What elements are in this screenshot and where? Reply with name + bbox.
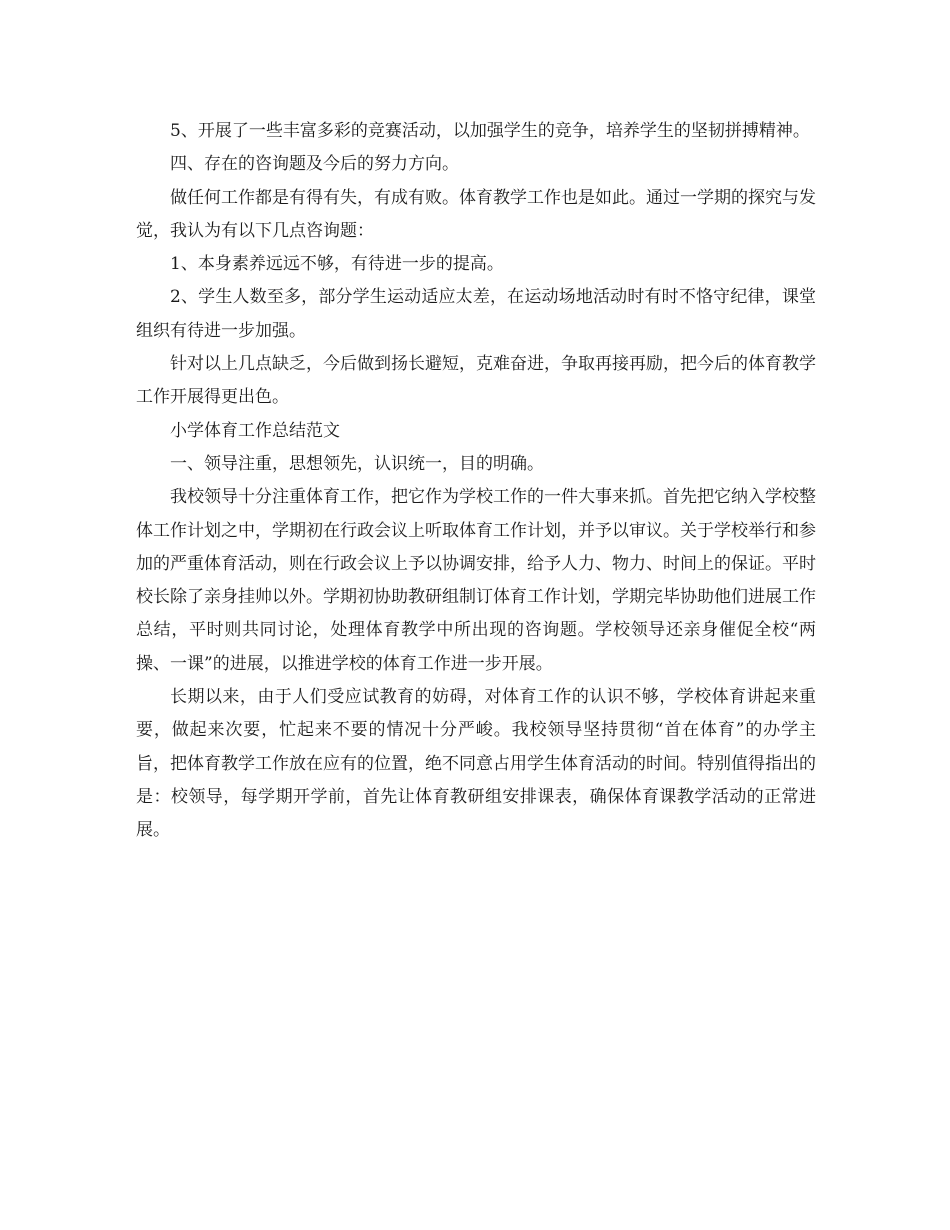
heading-problems-and-direction: 四、存在的咨询题及今后的努力方向。 — [170, 154, 459, 175]
list-item-2: 2、学生人数至多，部分学生运动适应太差，在运动场地活动时有时不恪守纪律，课堂组织有待进一步加强。 — [136, 287, 816, 341]
paragraph-improvement-plan: 针对以上几点缺乏，今后做到扬长避短，克难奋进，争取再接再励，把今后的体育教学工作开展得更出色。 — [136, 354, 816, 408]
paragraph-long-term-view: 长期以来，由于人们受应试教育的妨碍，对体育工作的认识不够，学校体育讲起来重要，做起来次要，忙起来不要的情况十分严峻。我校领导坚持贯彻“首在体育”的办学主旨，把体育教学工作放在应有的位置，绝不同意占用学生体育活动的时间。特别值得指出的是：校领导，每学期开学前，首先让体育教研组安排课表，确保体育课教学活动的正常进展。 — [136, 687, 816, 841]
paragraph-competition-activities: 5、开展了一些丰富多彩的竞赛活动，以加强学生的竞争，培养学生的坚韧拼搏精神。 — [170, 121, 810, 141]
paragraph-gains-and-losses: 做任何工作都是有得有失，有成有败。体育教学工作也是如此。通过一学期的探究与发觉，我认为有以下几点咨询题： — [136, 187, 816, 241]
document-body — [136, 115, 816, 848]
heading-leadership: 一、领导注重，思想领先，认识统一，目的明确。 — [170, 453, 544, 474]
list-item-1: 1、本身素养远远不够，有待进一步的提高。 — [170, 254, 504, 275]
paragraph-leadership-details: 我校领导十分注重体育工作，把它作为学校工作的一件大事来抓。首先把它纳入学校整体工作计划之中，学期初在行政会议上听取体育工作计划，并予以审议。关于学校举行和参加的严重体育活动，则在行政会议上予以协调安排，给予人力、物力、时间上的保证。平时校长除了亲身挂帅以外。学期初协助教研组制订体育工作计划，学期完毕协助他们进展工作总结，平时则共同讨论，处理体育教学中所出现的咨询题。学校领导还亲身催促全校“两操、一课”的进展，以推进学校的体育工作进一步开展。 — [136, 487, 816, 674]
section-title: 小学体育工作总结范文 — [170, 420, 340, 441]
